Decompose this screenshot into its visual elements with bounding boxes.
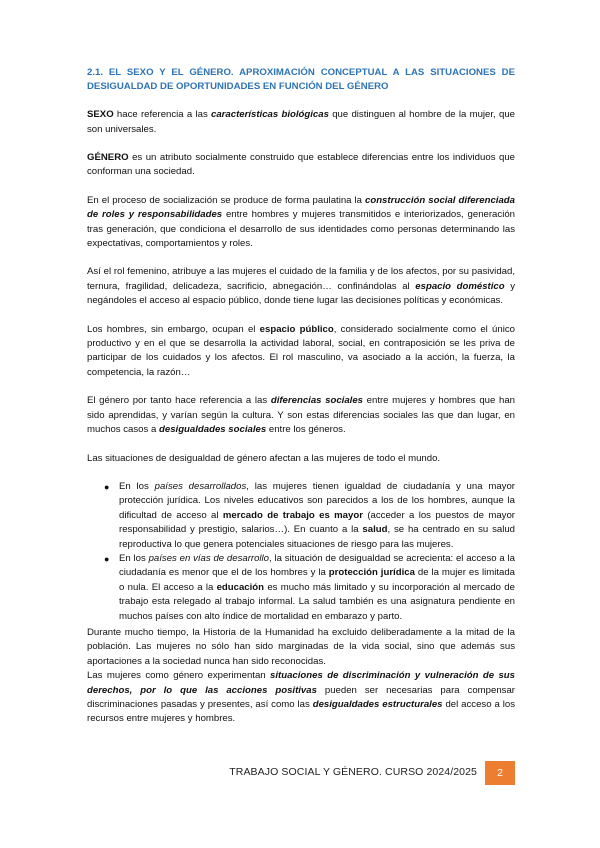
emphasis-discriminacion: situaciones de discriminación y vulneración de sus derechos, por lo que las acciones positivas bbox=[87, 670, 515, 696]
footer-title: TRABAJO SOCIAL Y GÉNERO. CURSO 2024/2025 bbox=[229, 766, 477, 778]
text: hace referencia a las bbox=[113, 109, 212, 121]
strong-salud: salud bbox=[362, 524, 388, 536]
text: En los bbox=[119, 552, 149, 564]
text: Así el rol femenino, atribuye a las mujeres el cuidado de la familia y de los afectos, por su pasividad, ternura, fragilidad, delicadeza, sacrificio, abnegación… confinándolas al bbox=[87, 266, 515, 292]
bullet-icon: ● bbox=[104, 553, 110, 564]
paragraph-historia: Durante mucho tiempo, la Historia de la Humanidad ha excluido deliberadamente a la mitad de la población. Las mujeres no sólo han sido marginadas de la vida social, sino que además sus aportaciones a la sociedad nunca han sido reconocidas. bbox=[87, 626, 515, 667]
text: , la situación de desigualdad se acrecienta: el acceso a la ciudadanía es menor que el de los hombres y la bbox=[119, 552, 515, 579]
list-item bbox=[87, 480, 515, 552]
text: , las mujeres tienen igualdad de ciudadanía y una mayor protección jurídica. Los niveles educativos son parecidos a los de los hombres, aunque la dificultad de acceso al bbox=[119, 480, 516, 521]
paragraph-sexo bbox=[87, 108, 515, 137]
text: Los hombres, sin embargo, ocupan el bbox=[87, 323, 260, 335]
text: es mucho más limitado y su incorporación al mercado de trabajo esta relegado al trabajo informal. La salud también es una asignatura pendiente en muchos países con alto índice de mortalidad en embarazo y parto. bbox=[119, 581, 515, 622]
paragraph-situaciones: Las situaciones de desigualdad de género afectan a las mujeres de todo el mundo. bbox=[87, 452, 441, 464]
text: pueden ser necesarias para compensar discriminaciones pasadas y presentes, así como las bbox=[87, 684, 515, 710]
text: , se ha centrado en su salud reproductiva lo que genera potenciales situaciones de riesgo para las mujeres. bbox=[119, 524, 515, 550]
page-number-badge: 2 bbox=[485, 761, 515, 785]
emphasis-caracteristicas: características biológicas bbox=[211, 109, 329, 121]
emphasis-paises-desarrollados: países desarrollados bbox=[154, 480, 247, 492]
text: de la mujer es limitada o nula. El acceso a la bbox=[119, 567, 515, 593]
text: En el proceso de socialización se produce de forma paulatina la bbox=[87, 194, 365, 206]
text: entre hombres y mujeres transmitidos e interiorizados, generación tras generación, que condiciona el desarrollo de sus identidades como personas determinando las expectativas, comportamientos y roles. bbox=[87, 209, 515, 250]
emphasis-desigualdades-sociales: desigualdades sociales bbox=[159, 424, 267, 436]
text: del acceso a los recursos entre mujeres y hombres. bbox=[87, 699, 515, 725]
page-content bbox=[87, 66, 515, 727]
paragraph-hombres bbox=[87, 323, 515, 381]
emphasis-diferencias-sociales: diferencias sociales bbox=[270, 395, 363, 407]
text: y negándoles el acceso al espacio público, donde tiene lugar las decisiones políticas y económicas. bbox=[87, 280, 515, 307]
term-genero: GÉNERO bbox=[87, 152, 129, 163]
strong-proteccion-juridica: protección jurídica bbox=[328, 567, 415, 579]
emphasis-espacio-domestico: espacio doméstico bbox=[415, 280, 505, 292]
text: (acceder a los puestos de mayor responsabilidad y prestigio, salarios…). En cuanto a la bbox=[119, 509, 515, 536]
paragraph-socializacion bbox=[87, 194, 515, 252]
text: El género por tanto hace referencia a las bbox=[87, 395, 271, 407]
text: , considerado socialmente como el único productivo y en el que se desarrolla la actividad laboral, social, en contraposición se les priva de participar de los cuidados y los afectos. El rol masculino, va asociado a la acción, la fuerza, la competencia, la razón… bbox=[87, 323, 515, 378]
text: es un atributo socialmente construido que establece diferencias entre los individuos que conforman una sociedad. bbox=[87, 152, 515, 178]
strong-mercado-trabajo: mercado de trabajo es mayor bbox=[222, 509, 363, 521]
emphasis-desigualdades-estructurales: desigualdades estructurales bbox=[312, 699, 443, 710]
page-footer bbox=[0, 761, 600, 785]
emphasis-construccion: construcción social diferenciada de roles y responsabilidades bbox=[87, 194, 515, 221]
text: entre mujeres y hombres que han sido aprendidas, y varían según la cultura. Y son estas diferencias sociales las que dan lugar, en muchos casos a bbox=[87, 395, 515, 436]
text: Las mujeres como género experimentan bbox=[87, 670, 271, 682]
section-heading: 2.1. EL SEXO Y EL GÉNERO. APROXIMACIÓN CONCEPTUAL A LAS SITUACIONES DE DESIGUALDAD DE OPORTUNIDADES EN FUNCIÓN DEL GÉNERO bbox=[87, 67, 515, 92]
list-item bbox=[87, 552, 515, 624]
bullet-list bbox=[87, 480, 515, 624]
paragraph-rol-femenino bbox=[87, 265, 515, 308]
paragraph-diferencias bbox=[87, 394, 515, 437]
strong-educacion: educación bbox=[216, 581, 265, 593]
text: que distinguen al hombre de la mujer, que son universales. bbox=[87, 109, 515, 135]
strong-espacio-publico: espacio público bbox=[259, 323, 334, 335]
term-sexo: SEXO bbox=[87, 109, 114, 121]
text: entre los géneros. bbox=[266, 424, 346, 436]
text: En los bbox=[119, 480, 155, 492]
emphasis-paises-en-vias: países en vías de desarrollo bbox=[148, 552, 270, 564]
paragraph-acciones bbox=[87, 669, 515, 727]
bullet-icon: ● bbox=[104, 481, 110, 492]
paragraph-genero bbox=[87, 151, 515, 180]
